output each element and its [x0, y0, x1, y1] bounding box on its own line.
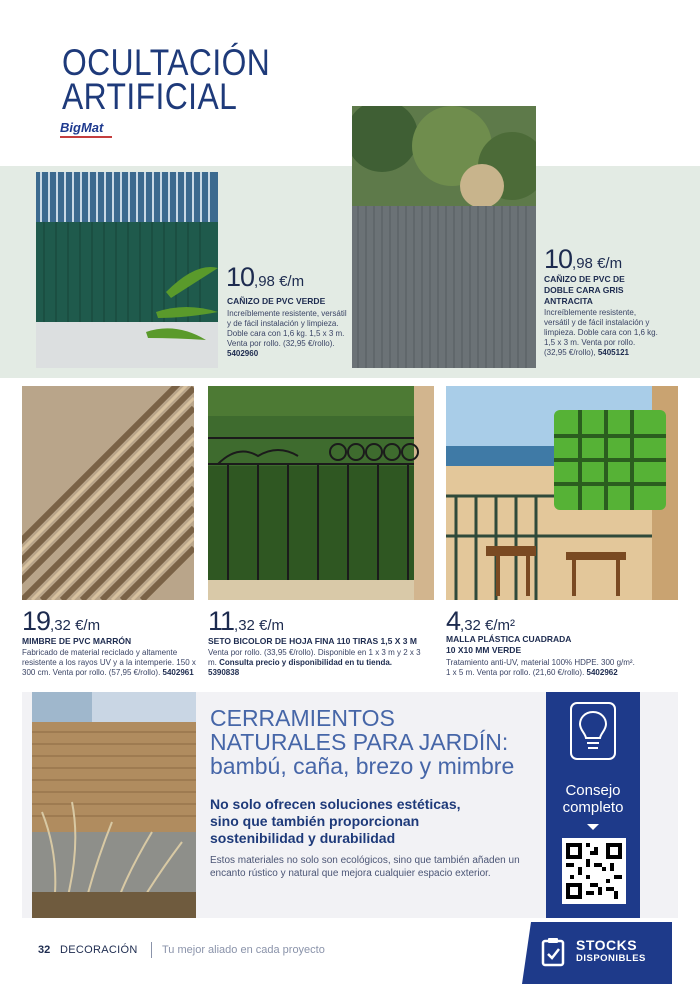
- desc-text: Venta por rollo. (33,95 €/rollo). Disponible en 1 x 3 m y 2 x 3 m.: [208, 648, 421, 667]
- consejo-label: [546, 782, 640, 816]
- name-line-1: MALLA PLÁSTICA CUADRADA: [446, 634, 572, 644]
- qr-code[interactable]: [562, 838, 626, 904]
- product-ref: 5405121: [597, 348, 629, 357]
- desc-text: Increíblemente resistente, versátil y de fácil instalación y limpieza. Doble cara con 1,6 kg. 1,5 x 3 m. Venta por rollo. (32,95 €/rollo),: [544, 308, 658, 357]
- price-canizo-verde: [226, 262, 304, 293]
- price-malla: [446, 606, 515, 637]
- cerramientos-title: [210, 706, 514, 778]
- name-line-1: CAÑIZO DE PVC DE: [544, 274, 625, 284]
- price-decimal: ,32 €/m²: [460, 617, 516, 634]
- balcony-mesh-illustration: [446, 386, 678, 600]
- product-name-malla: [446, 634, 646, 656]
- desc-text: Increíblemente resistente, versátil y de fácil instalación y limpieza. Doble cara con 1,6 kg. 1,5 x 3 m. Venta por rollo. (32,95 €/rollo).: [227, 309, 347, 348]
- product-image-malla: [446, 386, 678, 600]
- product-name-seto: SETO BICOLOR DE HOJA FINA 110 TIRAS 1,5 X 3 M: [208, 636, 417, 646]
- name-line-2: DOBLE CARA GRIS: [544, 285, 624, 295]
- title-line-1: OCULTACIÓN: [62, 42, 271, 83]
- desc-text: Fabricado de material reciclado y altamente resistente a los rayos UV y a la intemperie. 150 x 300 cm. Venta por rollo. (57,95 €/rollo).: [22, 648, 196, 677]
- price-decimal: ,98 €/m: [254, 273, 305, 290]
- product-ref: 5390838: [208, 668, 240, 677]
- stocks-line-1: STOCKS: [576, 937, 638, 953]
- product-desc-mimbre: [22, 648, 198, 678]
- product-name-mimbre: MIMBRE DE PVC MARRÓN: [22, 636, 132, 646]
- stocks-line-2: DISPONIBLES: [576, 953, 646, 964]
- subtitle-line-1: No solo ofrecen soluciones estéticas,: [210, 796, 461, 812]
- fence-green-illustration: [36, 172, 218, 368]
- subtitle-line-3: sostenibilidad y durabilidad: [210, 830, 396, 846]
- title-line-3: bambú, caña, brezo y mimbre: [210, 753, 515, 779]
- qr-code-icon: [566, 842, 622, 900]
- price-mimbre: [22, 606, 100, 637]
- price-integer: 10: [544, 244, 573, 274]
- chevron-down-icon: [587, 824, 599, 830]
- stocks-label: [576, 938, 646, 966]
- wicker-illustration: [22, 386, 194, 600]
- cerramientos-subtitle: [210, 796, 461, 847]
- brand-underline: [60, 136, 112, 138]
- lightbulb-icon: [570, 702, 616, 760]
- product-image-seto: [208, 386, 434, 600]
- title-line-1: CERRAMIENTOS: [210, 705, 395, 731]
- product-image-canizo-gris: [352, 106, 536, 368]
- consejo-line-1: Consejo: [565, 782, 621, 799]
- title-line-2: ARTIFICIAL: [62, 76, 238, 117]
- availability-note: Consulta precio y disponibilidad en tu tienda.: [219, 658, 393, 667]
- cerramientos-body: Estos materiales no solo son ecológicos, sino que también añaden un encanto rústico y natural que mejora cualquier espacio exterior.: [210, 855, 520, 879]
- name-line-2: 10 X10 MM VERDE: [446, 645, 522, 655]
- product-desc-canizo-gris: [544, 308, 660, 358]
- desc-text: Tratamiento anti-UV, material 100% HDPE. 300 g/m². 1 x 5 m. Venta por rollo. (21,60 €/rollo).: [446, 658, 635, 677]
- consejo-line-2: completo: [562, 799, 624, 816]
- price-seto: [208, 606, 284, 637]
- clipboard-check-icon: [540, 936, 568, 968]
- footer-divider: [151, 942, 152, 958]
- price-integer: 4: [446, 606, 461, 636]
- price-integer: 11: [208, 606, 235, 636]
- section-name: DECORACIÓN: [60, 944, 138, 956]
- fence-grey-illustration: [352, 106, 536, 368]
- product-ref: 5402960: [227, 349, 259, 358]
- subtitle-line-2: sino que también proporcionan: [210, 813, 420, 829]
- hedge-illustration: [208, 386, 434, 600]
- price-decimal: ,32 €/m: [234, 617, 285, 634]
- product-desc-malla: [446, 658, 636, 678]
- product-desc-canizo-verde: [227, 309, 349, 359]
- cerramientos-image: [32, 692, 196, 918]
- garden-fence-illustration: [32, 692, 196, 918]
- page-title: [62, 42, 271, 117]
- price-decimal: ,98 €/m: [572, 255, 623, 272]
- product-ref: 5402961: [162, 668, 194, 677]
- product-image-canizo-verde: [36, 172, 218, 368]
- product-ref: 5402962: [586, 668, 618, 677]
- footer-tagline: Tu mejor aliado en cada proyecto: [162, 944, 325, 956]
- title-line-2: NATURALES PARA JARDÍN:: [210, 729, 509, 755]
- price-canizo-gris: [544, 244, 622, 275]
- name-line-3: ANTRACITA: [544, 296, 593, 306]
- page-number: 32: [38, 944, 51, 956]
- product-desc-seto: [208, 648, 422, 678]
- product-image-mimbre: [22, 386, 194, 600]
- price-integer: 10: [226, 262, 255, 292]
- product-name-canizo-verde: CAÑIZO DE PVC VERDE: [227, 296, 326, 306]
- brand-logo: BigMat: [60, 120, 104, 135]
- product-name-canizo-gris: [544, 274, 664, 307]
- price-decimal: ,32 €/m: [50, 617, 101, 634]
- price-integer: 19: [22, 606, 51, 636]
